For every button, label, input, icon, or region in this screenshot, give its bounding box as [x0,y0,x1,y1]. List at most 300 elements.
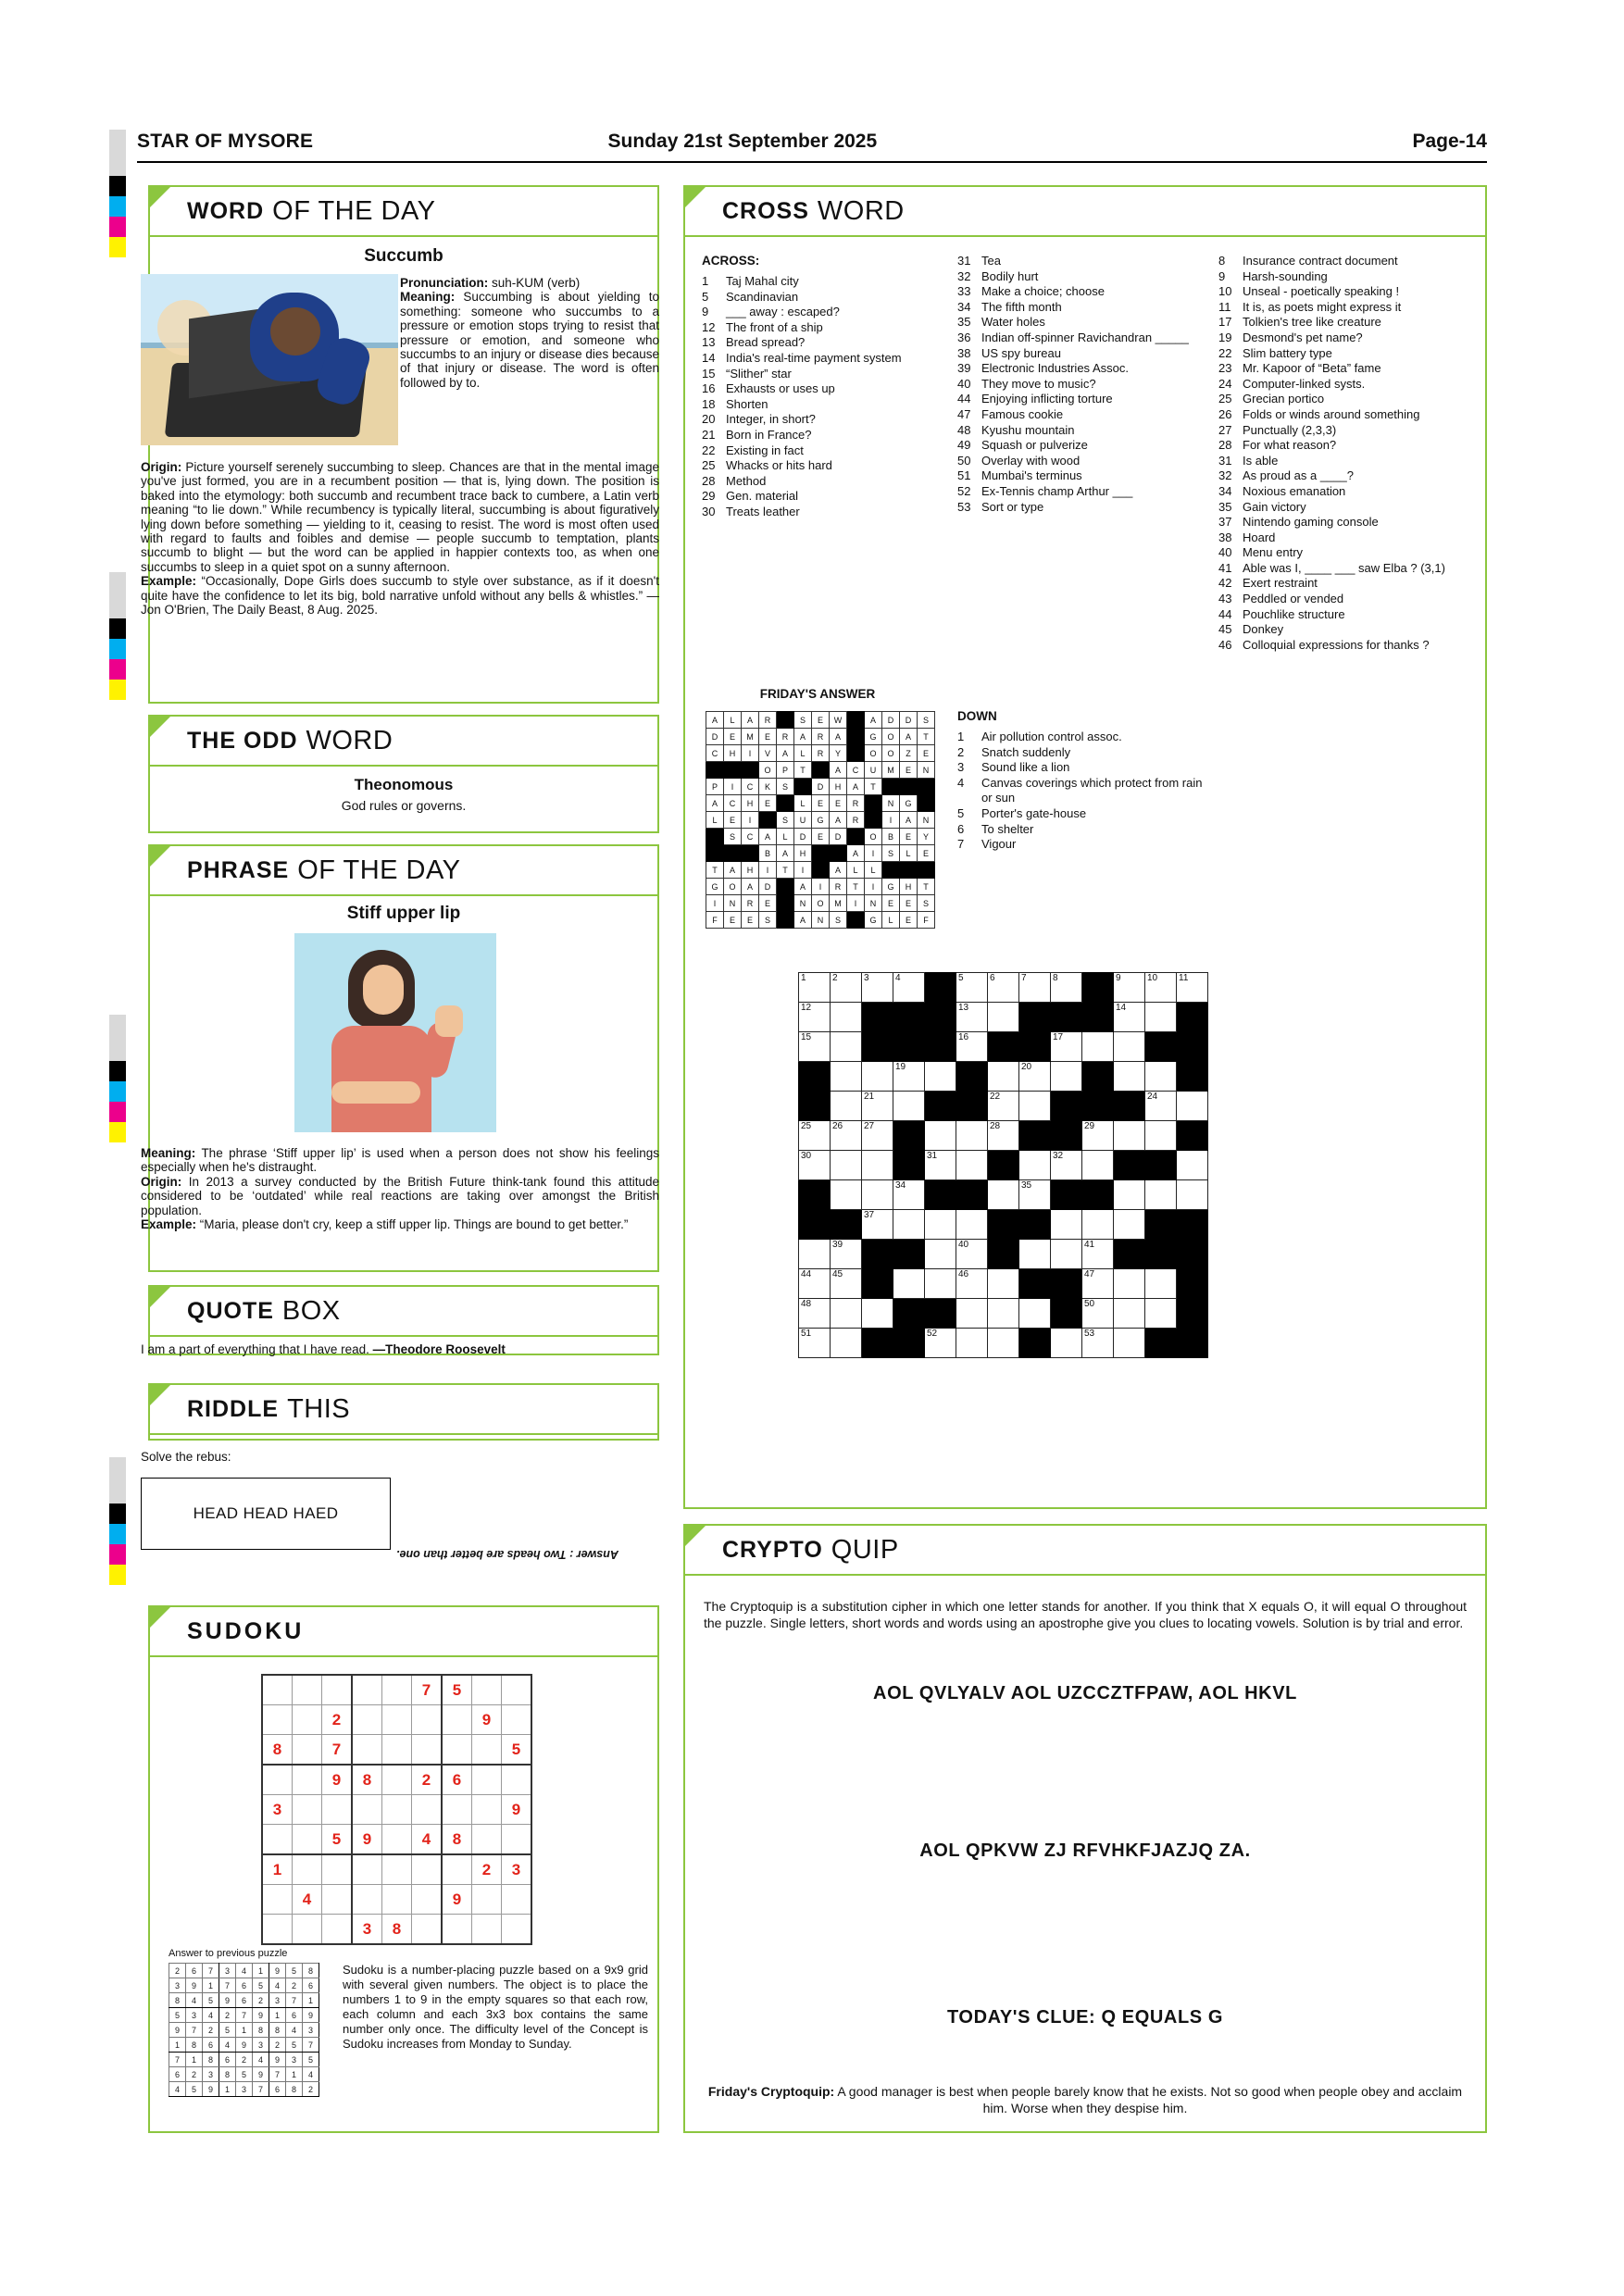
clue-text: Pouchlike structure [1243,606,1345,621]
sudoku-cell[interactable]: 2 [472,1854,502,1885]
sudoku-cell[interactable]: 6 [442,1765,472,1795]
crossword-cell[interactable] [831,1032,862,1062]
clue-text: Mr. Kapoor of “Beta” fame [1243,361,1381,376]
friday-answer-cell: I [865,879,882,895]
friday-answer-cell: D [882,712,900,729]
crossword-block-cell [925,1180,956,1210]
crossword-row [799,1092,1208,1121]
sudoku-cell[interactable] [262,1825,293,1855]
crossword-cell[interactable]: 20 [1019,1062,1051,1092]
friday-answer-cell: I [812,879,830,895]
sudoku-cell[interactable] [472,1765,502,1795]
crossword-block-cell [893,1151,925,1180]
crossword-grid[interactable] [798,972,1208,1358]
crossword-block-cell [1082,1092,1114,1121]
crossword-cell[interactable]: 2 [831,973,862,1003]
sudoku-cell[interactable]: 3 [262,1795,293,1825]
crossword-cell[interactable] [1019,1092,1051,1121]
clue-row [957,500,1215,516]
clue-row [1218,254,1487,269]
sudoku-cell[interactable] [502,1765,532,1795]
crossword-cell[interactable] [831,1329,862,1358]
sudoku-cell: 4 [203,2008,219,2023]
sudoku-cell[interactable] [322,1675,353,1705]
crossword-cell[interactable] [831,1003,862,1032]
crossword-cell[interactable] [925,1210,956,1240]
crossword-cell[interactable]: 44 [799,1269,831,1299]
sudoku-cell: 3 [186,2008,203,2023]
crossword-cell[interactable] [831,1299,862,1329]
sudoku-cell[interactable] [472,1675,502,1705]
clue-row [1218,545,1487,561]
sudoku-cell[interactable]: 9 [322,1765,353,1795]
crossword-block-cell [893,1329,925,1358]
crossword-cell[interactable]: 24 [1145,1092,1177,1121]
sudoku-cell: 3 [236,2082,253,2097]
sudoku-cell[interactable] [442,1915,472,1945]
crossword-block-cell [1051,1092,1082,1121]
crossword-cell[interactable]: 28 [988,1121,1019,1151]
crossword-block-cell [862,1032,893,1062]
crossword-cell[interactable] [1082,1210,1114,1240]
crossword-cell[interactable] [925,1269,956,1299]
clue-text: US spy bureau [981,345,1061,360]
clue-row [957,468,1215,484]
friday-answer-cell: S [830,912,847,929]
sudoku-row [262,1765,531,1795]
friday-answer-cell [812,762,830,779]
crossword-cell[interactable]: 9 [1114,973,1145,1003]
crossword-cell[interactable] [1145,1003,1177,1032]
sudoku-cell[interactable]: 7 [412,1675,443,1705]
sudoku-cell[interactable] [412,1795,443,1825]
crossword-cell[interactable]: 7 [1019,973,1051,1003]
sudoku-cell[interactable] [352,1885,382,1915]
crossword-cell[interactable]: 48 [799,1299,831,1329]
riddle-answer: Answer : Two heads are better than one. [396,1548,618,1561]
crossword-cell[interactable]: 40 [956,1240,988,1269]
crossword-block-cell [1051,1180,1082,1210]
crossword-cell[interactable] [1082,1032,1114,1062]
crossword-cell[interactable]: 45 [831,1269,862,1299]
clue-row [1218,500,1487,516]
crossword-block-cell [1114,1151,1145,1180]
sudoku-cell[interactable]: 5 [502,1735,532,1766]
phrase-meaning-label: Meaning: [141,1146,196,1160]
crossword-block-cell [988,1151,1019,1180]
crossword-cell[interactable] [925,1062,956,1092]
crossword-cell[interactable] [1114,1032,1145,1062]
friday-answer-cell: H [742,795,759,812]
across-label: ACROSS: [702,254,760,268]
sudoku-cell[interactable] [412,1885,443,1915]
crossword-cell[interactable]: 46 [956,1269,988,1299]
sudoku-cell[interactable]: 4 [293,1885,322,1915]
clue-number: 28 [702,473,716,488]
clue-text: Water holes [981,315,1045,330]
crossword-cell[interactable] [1114,1269,1145,1299]
friday-answer-cell: V [759,745,777,762]
crossword-cell[interactable]: 50 [1082,1299,1114,1329]
crossword-cell[interactable] [893,1210,925,1240]
sudoku-cell[interactable] [293,1765,322,1795]
sudoku-cell[interactable] [472,1735,502,1766]
sudoku-row [169,1993,319,2008]
clue-row [957,438,1215,454]
sudoku-cell[interactable] [293,1854,322,1885]
friday-answer-cell: I [865,845,882,862]
friday-answer-cell: S [724,829,742,845]
sudoku-cell[interactable] [412,1854,443,1885]
crossword-cell[interactable] [1019,1151,1051,1180]
crossword-block-cell [799,1092,831,1121]
sudoku-cell: 8 [269,2023,286,2038]
sudoku-cell[interactable]: 8 [352,1765,382,1795]
sudoku-cell[interactable] [262,1705,293,1735]
crossword-cell[interactable] [988,1329,1019,1358]
sudoku-cell[interactable]: 5 [322,1825,353,1855]
crossword-cell[interactable] [1114,1329,1145,1358]
crossword-cell[interactable] [988,1180,1019,1210]
crossword-cell[interactable]: 14 [1114,1003,1145,1032]
friday-answer-cell: I [724,779,742,795]
crossword-block-cell [862,1240,893,1269]
crossword-cell[interactable] [1051,1329,1082,1358]
clue-number: 27 [1218,422,1232,437]
sudoku-cell[interactable]: 8 [442,1825,472,1855]
friday-answer-row [706,829,935,845]
friday-answer-cell: N [794,895,812,912]
crossword-cell[interactable] [831,1092,862,1121]
sudoku-cell: 3 [219,1964,236,1978]
sudoku-cell[interactable] [293,1795,322,1825]
sudoku-cell[interactable] [412,1705,443,1735]
sudoku-cell: 7 [286,1993,303,2008]
crossword-cell[interactable]: 22 [988,1092,1019,1121]
sudoku-row [262,1885,531,1915]
crossword-cell[interactable]: 52 [925,1329,956,1358]
crossword-cell[interactable] [831,1062,862,1092]
clue-row [702,397,959,413]
crossword-cell[interactable] [1114,1121,1145,1151]
sudoku-cell: 5 [286,1964,303,1978]
crossword-cell[interactable] [1051,1240,1082,1269]
sudoku-cell[interactable] [382,1795,412,1825]
sudoku-grid[interactable] [261,1674,532,1945]
friday-answer-cell: K [759,779,777,795]
crossword-block-cell [988,1240,1019,1269]
sudoku-cell[interactable]: 9 [442,1885,472,1915]
crossword-cell[interactable] [831,1151,862,1180]
crossword-cell[interactable] [925,1121,956,1151]
sudoku-cell[interactable]: 2 [322,1705,353,1735]
crossword-cell[interactable]: 41 [1082,1240,1114,1269]
sudoku-cell[interactable]: 9 [502,1795,532,1825]
sudoku-cell[interactable] [442,1854,472,1885]
sudoku-cell[interactable] [322,1885,353,1915]
sudoku-cell[interactable]: 8 [262,1735,293,1766]
sudoku-cell[interactable] [352,1705,382,1735]
crossword-cell[interactable] [988,1269,1019,1299]
sudoku-cell[interactable] [293,1675,322,1705]
crossword-cell[interactable]: 27 [862,1121,893,1151]
crossword-cell[interactable] [956,1299,988,1329]
clue-text: Squash or pulverize [981,438,1088,453]
sudoku-cell[interactable]: 2 [412,1765,443,1795]
crossword-cell[interactable]: 5 [956,973,988,1003]
crossword-cell[interactable]: 3 [862,973,893,1003]
clue-number: 14 [702,350,716,365]
sudoku-cell[interactable]: 1 [262,1854,293,1885]
sudoku-cell[interactable] [412,1735,443,1766]
crossword-block-cell [1019,1210,1051,1240]
friday-answer-cell: A [724,862,742,879]
crossword-cell[interactable] [925,1240,956,1269]
clue-number: 46 [1218,637,1232,652]
crossword-cell[interactable] [1019,1240,1051,1269]
friday-answer-cell: R [830,879,847,895]
crossword-cell[interactable] [1114,1180,1145,1210]
crossword-cell[interactable]: 31 [925,1151,956,1180]
crossword-cell[interactable]: 6 [988,973,1019,1003]
sudoku-cell: 9 [219,1993,236,2008]
crossword-cell[interactable]: 11 [1177,973,1208,1003]
crossword-cell[interactable]: 39 [831,1240,862,1269]
sudoku-cell[interactable]: 7 [322,1735,353,1766]
crossword-cell[interactable] [862,1299,893,1329]
sudoku-cell[interactable] [382,1705,412,1735]
crossword-cell[interactable] [956,1121,988,1151]
crossword-cell[interactable]: 17 [1051,1032,1082,1062]
crossword-cell[interactable]: 12 [799,1003,831,1032]
crossword-cell[interactable]: 25 [799,1121,831,1151]
sudoku-cell[interactable] [293,1705,322,1735]
phrase-origin-value: In 2013 a survey conducted by the British Future think-tank found this attitude considered to be ‘outdated’ while real reactions are taking over amongst the British population. [141,1174,659,1217]
crossword-cell[interactable] [1051,1210,1082,1240]
crossword-cell[interactable] [1114,1062,1145,1092]
sudoku-cell[interactable] [352,1675,382,1705]
sudoku-cell[interactable] [502,1915,532,1945]
crossword-cell[interactable]: 26 [831,1121,862,1151]
sudoku-cell[interactable] [352,1854,382,1885]
crossword-cell[interactable]: 16 [956,1032,988,1062]
crossword-cell[interactable] [1145,1062,1177,1092]
crossword-cell[interactable]: 13 [956,1003,988,1032]
crossword-cell[interactable]: 47 [1082,1269,1114,1299]
crossword-cell[interactable]: 51 [799,1329,831,1358]
friday-answer-cell: N [812,912,830,929]
sudoku-row [262,1854,531,1885]
friday-answer-cell: C [847,762,865,779]
crossword-cell[interactable] [1145,1180,1177,1210]
friday-answer-cell: S [794,712,812,729]
sudoku-cell[interactable] [352,1735,382,1766]
clue-number: 9 [1218,268,1226,283]
sudoku-cell[interactable] [442,1735,472,1766]
sudoku-cell[interactable] [472,1795,502,1825]
sudoku-cell: 2 [169,1964,186,1978]
sudoku-cell[interactable] [502,1885,532,1915]
crossword-block-cell [1082,1003,1114,1032]
crossword-cell[interactable]: 34 [893,1180,925,1210]
crossword-cell[interactable] [1114,1299,1145,1329]
crossword-cell[interactable] [862,1180,893,1210]
crossword-cell[interactable] [956,1151,988,1180]
clue-text: Able was I, ____ ___ saw Elba ? (3,1) [1243,560,1445,575]
crossword-cell[interactable]: 53 [1082,1329,1114,1358]
cryptoquip-intro: The Cryptoquip is a substitution cipher in which one letter stands for another. If you think that X equals O, it will equal O throughout the puzzle. Single letters, short words and words using an apostrophe give you clues to locating vowels. Solution is by trial and error. [704,1599,1467,1630]
crossword-cell[interactable] [988,1003,1019,1032]
crossword-cell[interactable]: 19 [893,1062,925,1092]
clue-number: 37 [1218,515,1232,530]
friday-answer-cell: P [777,762,794,779]
crossword-cell[interactable] [893,1092,925,1121]
sudoku-cell[interactable] [382,1735,412,1766]
sudoku-cell[interactable]: 9 [472,1705,502,1735]
crossword-cell[interactable]: 21 [862,1092,893,1121]
sudoku-cell[interactable] [502,1675,532,1705]
friday-answer-cell [865,812,882,829]
sudoku-cell[interactable] [502,1825,532,1855]
sudoku-cell[interactable] [322,1795,353,1825]
sudoku-cell[interactable] [442,1795,472,1825]
clue-number: 50 [957,453,971,468]
sudoku-cell[interactable] [262,1915,293,1945]
crossword-cell[interactable] [1145,1299,1177,1329]
crossword-cell[interactable] [1177,1180,1208,1210]
friday-answer-cell: S [777,779,794,795]
sudoku-cell[interactable] [412,1915,443,1945]
crossword-cell[interactable] [956,1210,988,1240]
crossword-cell[interactable] [862,1151,893,1180]
clue-text: Unseal - poetically speaking ! [1243,284,1400,299]
crossword-block-cell [1019,1329,1051,1358]
sudoku-cell[interactable] [382,1675,412,1705]
crossword-cell[interactable]: 10 [1145,973,1177,1003]
sudoku-cell[interactable] [322,1915,353,1945]
sudoku-cell[interactable] [472,1825,502,1855]
sudoku-cell[interactable] [502,1705,532,1735]
sudoku-cell: 7 [236,2008,253,2023]
crossword-cell[interactable]: 32 [1051,1151,1082,1180]
clue-text: “Slither” star [726,366,792,381]
sudoku-cell[interactable] [262,1885,293,1915]
crossword-cell[interactable] [893,1269,925,1299]
sudoku-cell[interactable]: 4 [412,1825,443,1855]
sudoku-cell[interactable] [322,1854,353,1885]
crossword-cell[interactable]: 4 [893,973,925,1003]
down-label: DOWN [957,709,997,723]
crossword-title-2: WORD [817,195,905,226]
sudoku-cell[interactable] [382,1885,412,1915]
sudoku-cell[interactable] [382,1854,412,1885]
sudoku-cell[interactable] [293,1915,322,1945]
crossword-cell[interactable] [988,1299,1019,1329]
crossword-cell[interactable] [1082,1151,1114,1180]
crossword-cell[interactable] [799,1240,831,1269]
sudoku-cell[interactable] [472,1885,502,1915]
crossword-cell[interactable] [1114,1210,1145,1240]
crossword-cell[interactable]: 1 [799,973,831,1003]
sudoku-cell[interactable] [382,1765,412,1795]
clue-number: 53 [957,499,971,514]
crossword-row [799,1032,1208,1062]
clue-number: 35 [1218,499,1232,514]
corner-flag-icon [148,185,172,209]
clue-row [1218,576,1487,592]
crossword-cell[interactable]: 15 [799,1032,831,1062]
crossword-cell[interactable] [862,1062,893,1092]
friday-answer-row [706,729,935,745]
crossword-cell[interactable] [956,1329,988,1358]
sudoku-cell: 1 [269,2008,286,2023]
crossword-cell[interactable] [1051,1062,1082,1092]
friday-answer-cell: I [847,895,865,912]
sudoku-cell[interactable] [262,1675,293,1705]
crossword-block-cell [893,1121,925,1151]
crossword-cell[interactable]: 8 [1051,973,1082,1003]
crossword-block-cell [1114,1092,1145,1121]
friday-answer-row [706,895,935,912]
clue-number: 21 [702,427,716,442]
friday-answer-cell [900,779,918,795]
crossword-cell[interactable]: 30 [799,1151,831,1180]
crossword-block-cell [1177,1269,1208,1299]
quote-text [141,1342,659,1356]
crossword-cell[interactable] [1019,1299,1051,1329]
sudoku-cell[interactable]: 8 [382,1915,412,1945]
crossword-cell[interactable]: 29 [1082,1121,1114,1151]
sudoku-cell: 4 [269,1978,286,1993]
sudoku-cell[interactable]: 5 [442,1675,472,1705]
clue-row [1218,592,1487,607]
crossword-cell[interactable] [1177,1092,1208,1121]
crossword-cell[interactable] [1145,1269,1177,1299]
crossword-cell[interactable] [1145,1121,1177,1151]
crossword-block-cell [893,1299,925,1329]
sudoku-cell: 9 [203,2082,219,2097]
sudoku-header [148,1605,659,1657]
sudoku-cell[interactable] [262,1765,293,1795]
friday-answer-cell: H [900,879,918,895]
sudoku-cell[interactable] [352,1795,382,1825]
crossword-cell[interactable]: 35 [1019,1180,1051,1210]
sudoku-cell[interactable] [293,1735,322,1766]
clue-text: Integer, in short? [726,412,816,427]
crossword-cell[interactable] [831,1180,862,1210]
friday-answer-cell: O [724,879,742,895]
crossword-cell[interactable] [1177,1151,1208,1180]
sudoku-cell[interactable]: 3 [352,1915,382,1945]
clue-text: The front of a ship [726,319,823,334]
friday-answer-cell: A [706,712,724,729]
sudoku-cell[interactable] [472,1915,502,1945]
sudoku-cell[interactable]: 9 [352,1825,382,1855]
crossword-block-cell [925,1032,956,1062]
sudoku-cell[interactable] [293,1825,322,1855]
sudoku-cell[interactable] [382,1825,412,1855]
sudoku-row [262,1795,531,1825]
crossword-block-cell [1051,1269,1082,1299]
sudoku-cell[interactable]: 3 [502,1854,532,1885]
friday-answer-cell [900,862,918,879]
friday-answer-cell: E [812,795,830,812]
sudoku-cell[interactable] [442,1705,472,1735]
crossword-cell[interactable] [988,1062,1019,1092]
crossword-cell[interactable]: 37 [862,1210,893,1240]
crossword-header [683,185,1487,237]
clue-number: 35 [957,315,971,330]
